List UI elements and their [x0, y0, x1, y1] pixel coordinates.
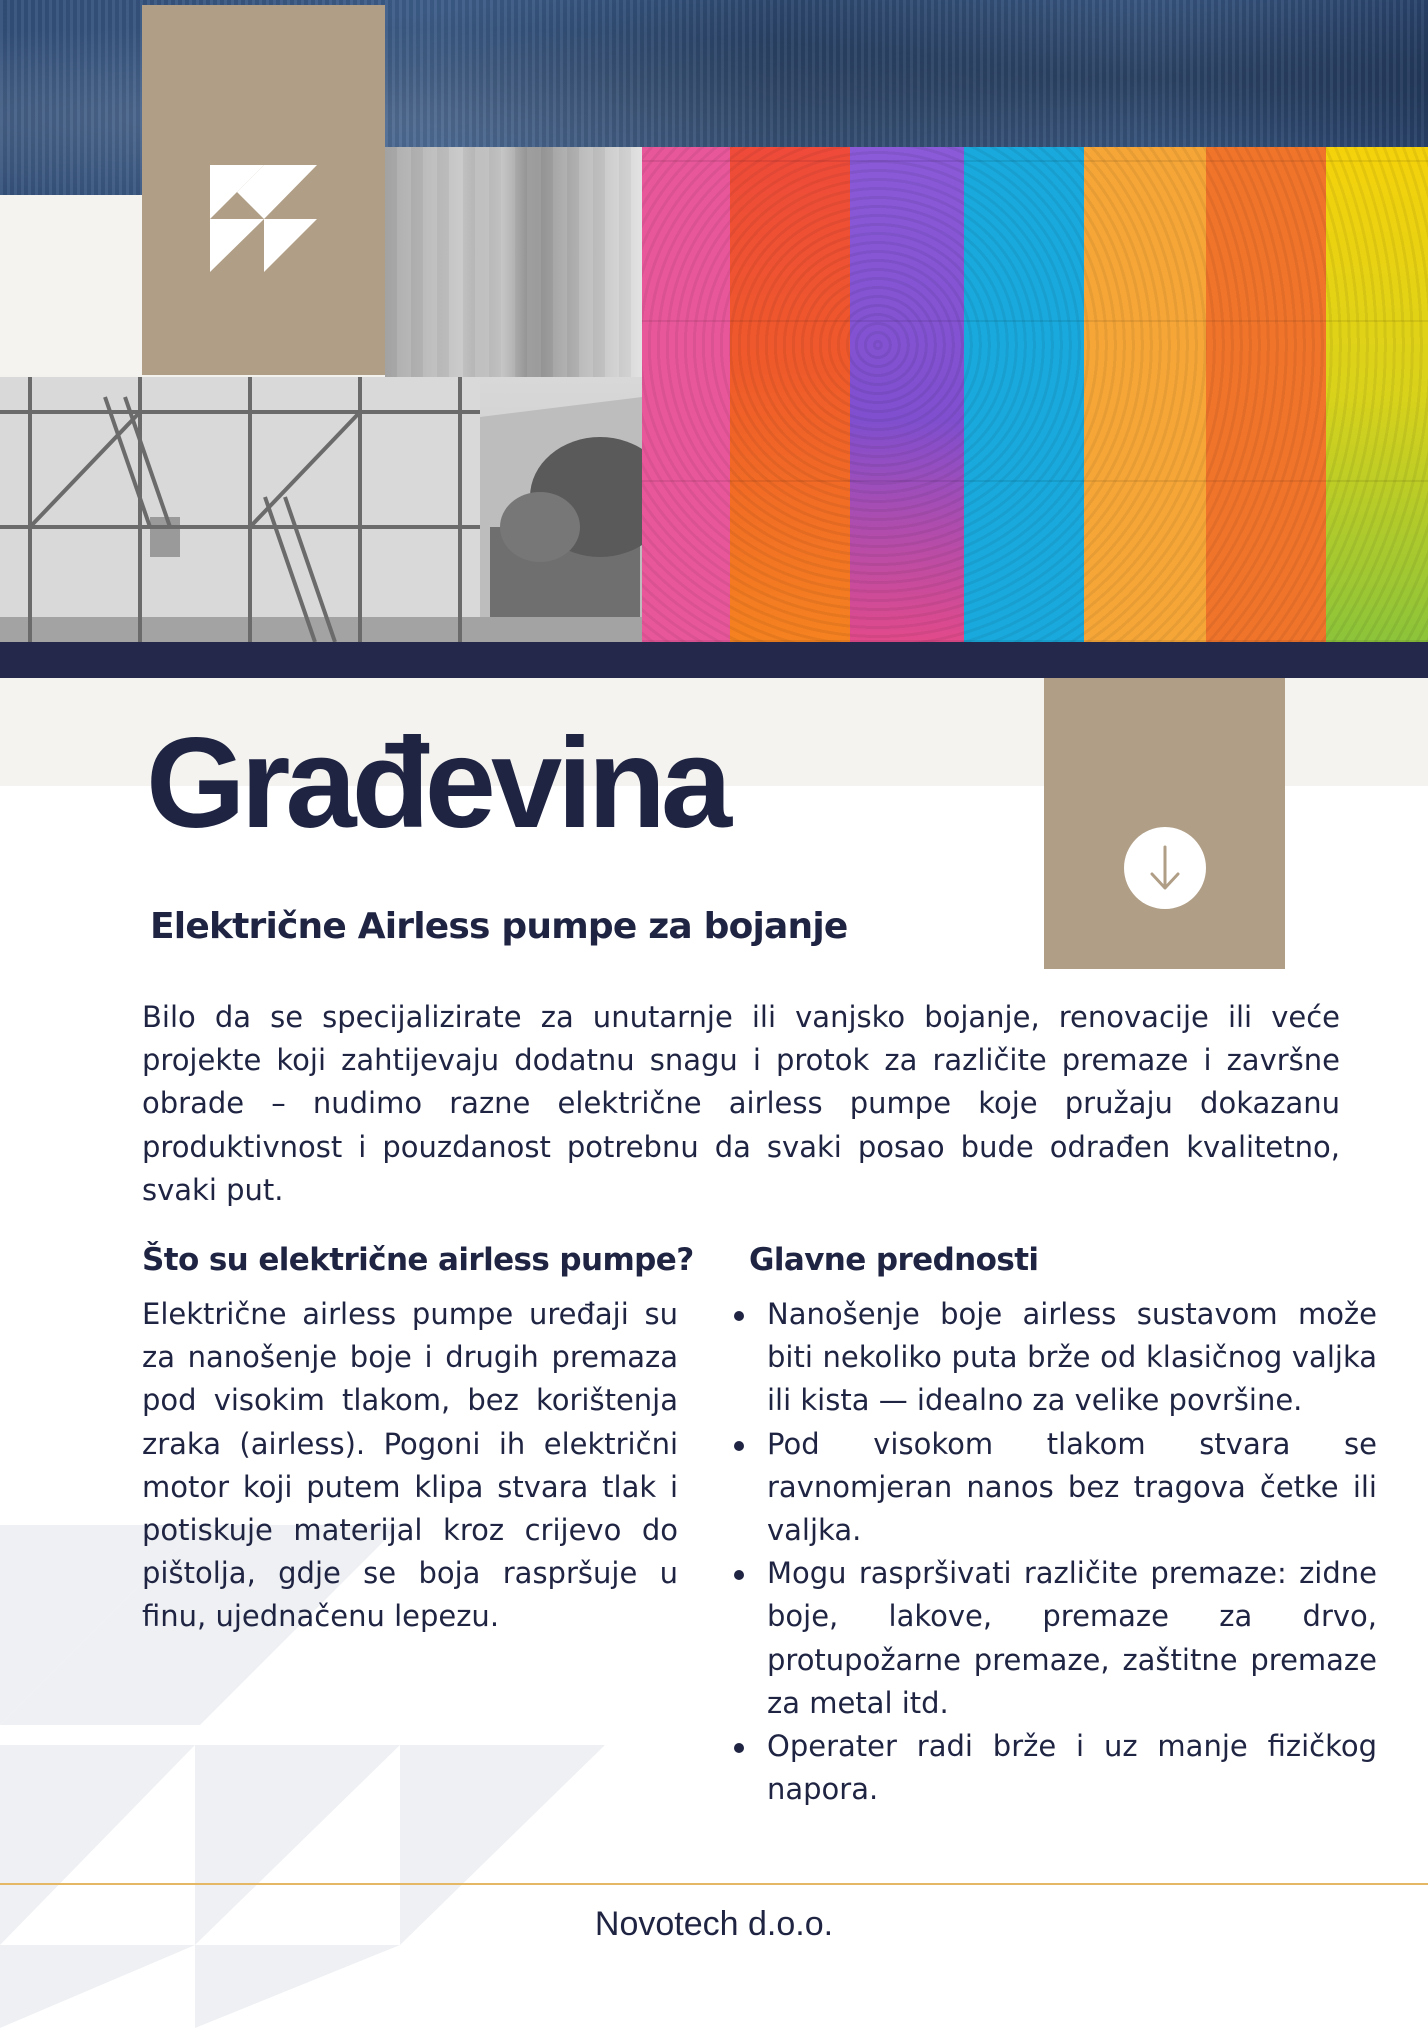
logo-panel [142, 5, 385, 375]
navy-divider-band [0, 642, 1428, 678]
scaffolding-image [0, 377, 642, 642]
benefits-list [730, 1293, 1377, 1811]
footer-company-name: Novotech d.o.o. [594, 1905, 834, 1943]
bullet-icon [734, 1570, 744, 1580]
bullet-icon [734, 1311, 744, 1321]
cream-strip [0, 195, 142, 375]
rainbow-wall-image [642, 147, 1428, 642]
intro-paragraph: Bilo da se specijalizirate za unutarnje ili vanjsko bojanje, renovacije ili veće projekte koji zahtijevaju dodatnu snagu i protok za različite premaze i završne obrade – nudimo razne električne airless pumpe koje pružaju dokazanu produktivnost i pouzdanost potrebnu da svaki posao bude odrađen kvalitetno, svaki put. [142, 1000, 1340, 1207]
triangles-logo-icon [210, 165, 317, 272]
scroll-down-button[interactable] [1124, 827, 1206, 909]
list-item: Mogu raspršivati različite premaze: zidne boje, lakove, premaze za drvo, protupožarne premaze, zaštitne premaze za metal itd. [767, 1552, 1377, 1725]
gray-wall-image [385, 147, 642, 379]
footer-divider [0, 1883, 1428, 1885]
page-title: Građevina [146, 712, 728, 855]
what-are-pumps-text: Električne airless pumpe uređaji su za nanošenje boje i drugih premaza pod visokim tlakom, bez korištenja zraka (airless). Pogoni ih električni motor koji putem klipa stvara tlak i potiskuje materijal kroz crijevo do pištolja, gdje se boja raspršuje u finu, ujednačenu lepezu. [142, 1297, 678, 1634]
bullet-icon [734, 1743, 744, 1753]
tan-accent-panel [1044, 678, 1285, 969]
list-item: Pod visokom tlakom stvara se ravnomjeran nanos bez tragova četke ili valjka. [767, 1423, 1377, 1553]
list-item: Nanošenje boje airless sustavom može biti nekoliko puta brže od klasičnog valjka ili kista — idealno za velike površine. [767, 1293, 1377, 1423]
arrow-down-icon [1145, 843, 1185, 893]
list-item: Operater radi brže i uz manje fizičkog napora. [767, 1725, 1377, 1811]
bullet-icon [734, 1441, 744, 1451]
hero-collage [0, 0, 1428, 678]
main-benefits-heading: Glavne prednosti [749, 1242, 1039, 1278]
page-subtitle: Električne Airless pumpe za bojanje [150, 906, 848, 947]
what-are-pumps-heading: Što su električne airless pumpe? [142, 1242, 694, 1278]
